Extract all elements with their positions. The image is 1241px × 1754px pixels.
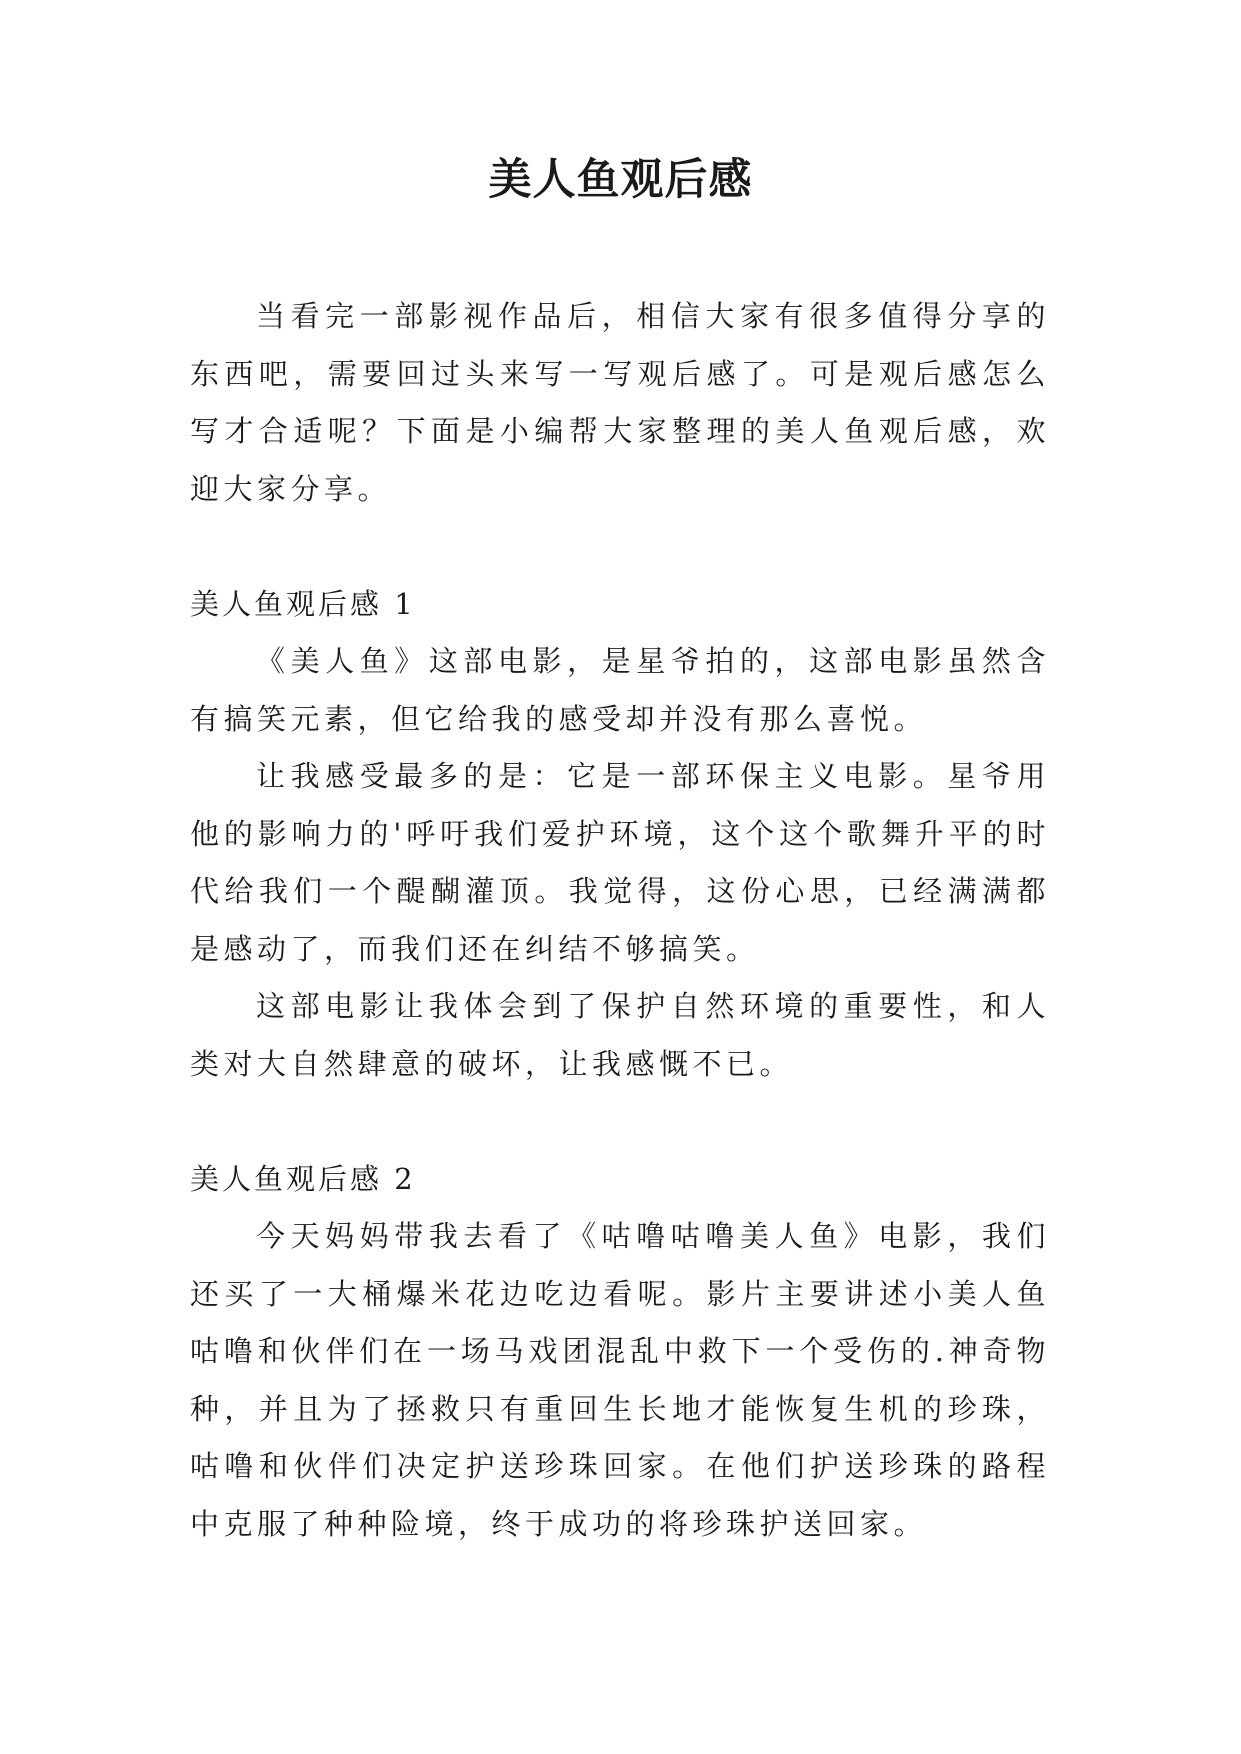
section-1-paragraph-1: 《美人鱼》这部电影，是星爷拍的，这部电影虽然含有搞笑元素，但它给我的感受却并没有那么喜悦。	[190, 644, 1050, 736]
document-body	[190, 288, 1050, 1553]
document-title: 美人鱼观后感	[488, 155, 753, 205]
section-1-heading: 美人鱼观后感 1	[190, 586, 416, 621]
section-1-paragraph-2: 让我感受最多的是：它是一部环保主义电影。星爷用他的影响力的'呼吁我们爱护环境，这个这个歌舞升平的时代给我们一个醍醐灌顶。我觉得，这份心思，已经满满都是感动了，而我们还在纠结不够搞笑。	[190, 759, 1050, 966]
section-1-paragraph-3: 这部电影让我体会到了保护自然环境的重要性，和人类对大自然肆意的破坏，让我感慨不已。	[190, 989, 1050, 1081]
section-2-paragraph-1: 今天妈妈带我去看了《咕噜咕噜美人鱼》电影，我们还买了一大桶爆米花边吃边看呢。影片主要讲述小美人鱼咕噜和伙伴们在一场马戏团混乱中救下一个受伤的.神奇物种，并且为了拯救只有重回生长地才能恢复生机的珍珠，咕噜和伙伴们决定护送珍珠回家。在他们护送珍珠的路程中克服了种种险境，终于成功的将珍珠护送回家。	[190, 1219, 1050, 1541]
section-2-heading: 美人鱼观后感 2	[190, 1161, 416, 1196]
section-spacer	[190, 518, 1050, 576]
section-spacer	[190, 1093, 1050, 1151]
intro-paragraph: 当看完一部影视作品后，相信大家有很多值得分享的东西吧，需要回过头来写一写观后感了。可是观后感怎么写才合适呢？下面是小编帮大家整理的美人鱼观后感，欢迎大家分享。	[190, 299, 1050, 506]
